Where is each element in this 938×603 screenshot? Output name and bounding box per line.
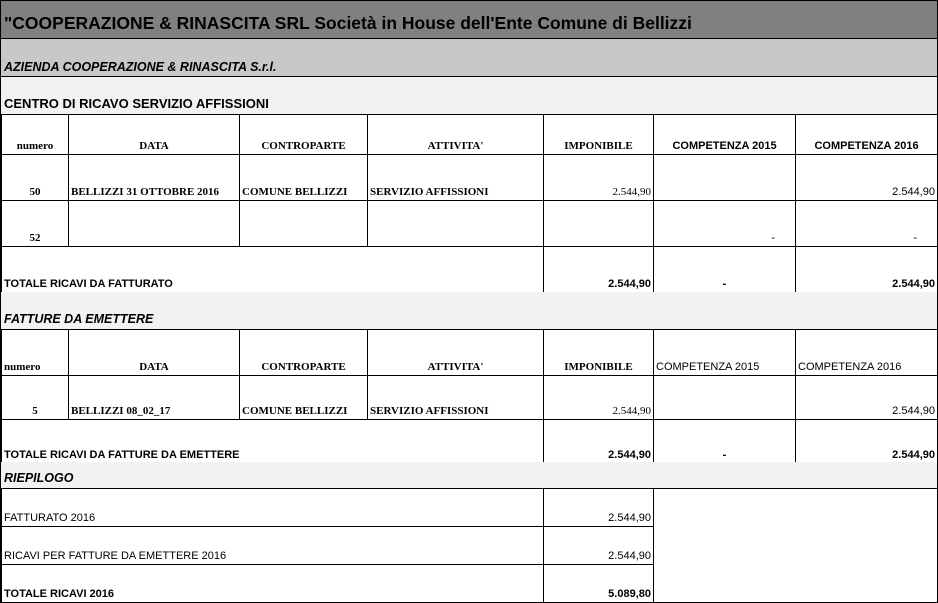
section-riepilogo-label: RIEPILOGO	[4, 471, 74, 485]
table-fatturato	[1, 114, 938, 293]
header-numero: numero	[2, 330, 69, 376]
total-comp2016: 2.544,90	[796, 420, 938, 464]
section-fatture-emettere-label: FATTURE DA EMETTERE	[4, 312, 154, 326]
summary-total-label: TOTALE RICAVI 2016	[2, 565, 544, 603]
cell-numero: 5	[2, 376, 69, 420]
cell-attivita	[368, 201, 544, 247]
header-controparte: CONTROPARTE	[240, 115, 368, 155]
header-data: DATA	[69, 115, 240, 155]
cell-attivita: SERVIZIO AFFISSIONI	[368, 376, 544, 420]
total-comp2015: -	[654, 247, 796, 293]
header-competenza-2016: COMPETENZA 2016	[796, 330, 938, 376]
cell-comp2016: 2.544,90	[796, 155, 938, 201]
cell-controparte: COMUNE BELLIZZI	[240, 155, 368, 201]
total-label: TOTALE RICAVI DA FATTURE DA EMETTERE	[2, 420, 544, 464]
cell-controparte	[240, 201, 368, 247]
summary-total-row	[2, 565, 654, 603]
summary-label: FATTURATO 2016	[2, 489, 544, 527]
table-riepilogo	[1, 488, 654, 603]
cell-controparte: COMUNE BELLIZZI	[240, 376, 368, 420]
header-attivita: ATTIVITA'	[368, 115, 544, 155]
cell-comp2015	[654, 155, 796, 201]
header-competenza-2016: COMPETENZA 2016	[796, 115, 938, 155]
total-row	[2, 420, 938, 464]
table-row	[2, 376, 938, 420]
cell-data: BELLIZZI 31 OTTOBRE 2016	[69, 155, 240, 201]
table-fatture-emettere	[1, 329, 938, 464]
table-row	[2, 201, 938, 247]
cell-imponibile	[544, 201, 654, 247]
section-fatture-emettere	[1, 292, 937, 330]
header-attivita: ATTIVITA'	[368, 330, 544, 376]
total-comp2015: -	[654, 420, 796, 464]
section-centro-ricavo-label: CENTRO DI RICAVO SERVIZIO AFFISSIONI	[4, 96, 269, 111]
summary-value: 2.544,90	[544, 489, 654, 527]
summary-row	[2, 489, 654, 527]
cell-imponibile: 2.544,90	[544, 155, 654, 201]
summary-total-value: 5.089,80	[544, 565, 654, 603]
total-imponibile: 2.544,90	[544, 420, 654, 464]
table-header-row	[2, 115, 938, 155]
cell-data: BELLIZZI 08_02_17	[69, 376, 240, 420]
section-riepilogo	[1, 462, 937, 489]
total-label: TOTALE RICAVI DA FATTURATO	[2, 247, 544, 293]
total-comp2016: 2.544,90	[796, 247, 938, 293]
total-row	[2, 247, 938, 293]
header-imponibile: IMPONIBILE	[544, 330, 654, 376]
header-competenza-2015: COMPETENZA 2015	[654, 330, 796, 376]
total-imponibile: 2.544,90	[544, 247, 654, 293]
cell-data	[69, 201, 240, 247]
cell-comp2016: -	[796, 201, 938, 247]
summary-row	[2, 527, 654, 565]
document-title: "COOPERAZIONE & RINASCITA SRL Società in House dell'Ente Comune di Bellizzi	[1, 1, 937, 39]
cell-attivita: SERVIZIO AFFISSIONI	[368, 155, 544, 201]
header-competenza-2015: COMPETENZA 2015	[654, 115, 796, 155]
cell-comp2016: 2.544,90	[796, 376, 938, 420]
section-centro-ricavo	[1, 77, 937, 115]
table-row	[2, 155, 938, 201]
summary-value: 2.544,90	[544, 527, 654, 565]
company-name: AZIENDA COOPERAZIONE & RINASCITA S.r.l.	[1, 39, 937, 77]
summary-label: RICAVI PER FATTURE DA EMETTERE 2016	[2, 527, 544, 565]
header-controparte: CONTROPARTE	[240, 330, 368, 376]
header-data: DATA	[69, 330, 240, 376]
cell-imponibile: 2.544,90	[544, 376, 654, 420]
cell-numero: 52	[2, 201, 69, 247]
header-numero: numero	[2, 115, 69, 155]
cell-comp2015	[654, 376, 796, 420]
header-imponibile: IMPONIBILE	[544, 115, 654, 155]
cell-comp2015: -	[654, 201, 796, 247]
cell-numero: 50	[2, 155, 69, 201]
table-header-row	[2, 330, 938, 376]
